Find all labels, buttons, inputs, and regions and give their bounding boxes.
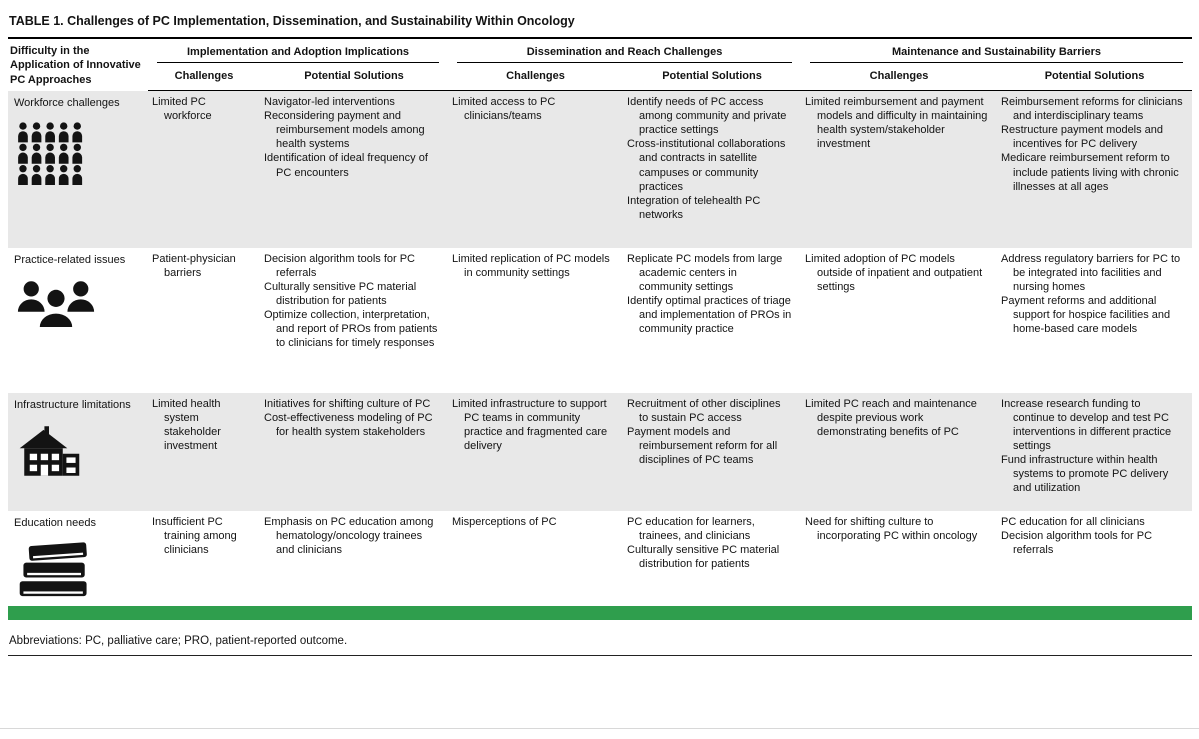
impl-solutions-cell (260, 511, 448, 606)
group-header-dissemination-label: Dissemination and Reach Challenges (457, 45, 792, 63)
table-title: Challenges of PC Implementation, Dissemination, and Sustainability Within Oncology (67, 14, 575, 28)
row-header-cell (8, 91, 148, 248)
diss-challenges-cell (448, 511, 623, 606)
maint-solutions-cell (997, 91, 1192, 248)
cell-paragraph: Need for shifting culture to incorporating PC within oncology (805, 515, 978, 542)
building-icon (12, 418, 139, 478)
cell-paragraph: PC education for learners, trainees, and clinicians (627, 515, 755, 542)
group-header-dissemination (448, 38, 801, 63)
cell-paragraph: Optimize collection, interpretation, and report of PROs from patients to clinicians for timely responses (264, 308, 438, 350)
abbreviations-note: Abbreviations: PC, palliative care; PRO, patient-reported outcome. (8, 633, 1192, 656)
books-stack-icon (12, 536, 139, 600)
cell-paragraph: Limited access to PC clinicians/teams (452, 96, 556, 123)
table-header (8, 38, 1192, 91)
cell-paragraph: Cross-institutional collaborations and contracts in satellite campuses or community practices (627, 138, 786, 193)
cell-paragraph: Integration of telehealth PC networks (627, 194, 761, 221)
impl-solutions-cell (260, 91, 448, 248)
cell-paragraph: Restructure payment models and incentives for PC delivery (1001, 124, 1164, 151)
subheader-impl-challenges: Challenges (148, 63, 260, 91)
cell-paragraph: Identify needs of PC access among community and private practice settings (627, 96, 787, 137)
cell-paragraph: Cost-effectiveness modeling of PC for health system stakeholders (264, 411, 433, 438)
diss-challenges-cell (448, 248, 623, 393)
group-header-maintenance (801, 38, 1192, 63)
cell-paragraph: Decision algorithm tools for PC referrals (264, 252, 416, 279)
maint-solutions-cell (997, 248, 1192, 393)
table-caption (8, 10, 1192, 37)
subheader-impl-solutions: Potential Solutions (260, 63, 448, 91)
subheader-maint-challenges: Challenges (801, 63, 997, 91)
row-header-cell (8, 393, 148, 511)
cell-paragraph: Limited adoption of PC models outside of inpatient and outpatient settings (805, 252, 983, 293)
page-bottom-rule (0, 728, 1199, 729)
cell-paragraph: Identify optimal practices of triage and implementation of PROs in community practice (627, 294, 792, 336)
impl-challenges-cell (148, 248, 260, 393)
diss-solutions-cell (623, 248, 801, 393)
cell-paragraph: Limited PC reach and maintenance despite previous work demonstrating benefits of PC (805, 397, 977, 438)
column-header-difficulty: Difficulty in the Application of Innovative PC Approaches (10, 45, 141, 86)
row-header-cell (8, 511, 148, 606)
impl-challenges-cell (148, 91, 260, 248)
subheader-diss-solutions: Potential Solutions (623, 63, 801, 91)
cell-paragraph: Limited PC workforce (152, 96, 212, 123)
diss-challenges-cell (448, 91, 623, 248)
table-row-practice (8, 248, 1192, 393)
row-header-cell (8, 248, 148, 393)
challenges-table (8, 37, 1192, 606)
meeting-people-icon (12, 273, 139, 333)
group-header-implementation (148, 38, 448, 63)
maint-challenges-cell (801, 511, 997, 606)
maint-solutions-cell (997, 393, 1192, 511)
cell-paragraph: Reconsidering payment and reimbursement models among health systems (264, 110, 425, 151)
table-row-infrastructure (8, 393, 1192, 511)
cell-paragraph: Emphasis on PC education among hematology/oncology trainees and clinicians (264, 515, 434, 556)
diss-challenges-cell (448, 393, 623, 511)
impl-challenges-cell (148, 511, 260, 606)
workforce-people-grid-icon (12, 116, 139, 186)
cell-paragraph: Payment reforms and additional support for hospice facilities and home-based care models (1001, 294, 1171, 336)
group-header-row (8, 38, 1192, 63)
diss-solutions-cell (623, 91, 801, 248)
cell-paragraph: Misperceptions of PC (452, 515, 557, 528)
diss-solutions-cell (623, 393, 801, 511)
cell-paragraph: Fund infrastructure within health systems to promote PC delivery and utilization (1001, 453, 1169, 495)
subheader-diss-challenges: Challenges (448, 63, 623, 91)
maint-challenges-cell (801, 248, 997, 393)
cell-paragraph: Identification of ideal frequency of PC encounters (264, 152, 428, 179)
table-number-label: TABLE 1. (9, 14, 64, 28)
cell-paragraph: Limited replication of PC models in community settings (452, 252, 610, 279)
cell-paragraph: Payment models and reimbursement reform for all disciplines of PC teams (627, 425, 778, 466)
cell-paragraph: Decision algorithm tools for PC referrals (1001, 529, 1153, 556)
cell-paragraph: Culturally sensitive PC material distribution for patients (627, 543, 780, 570)
impl-solutions-cell (260, 393, 448, 511)
table-row-education (8, 511, 1192, 606)
row-label: Education needs (14, 516, 96, 529)
cell-paragraph: PC education for all clinicians (1001, 515, 1145, 528)
row-label: Infrastructure limitations (14, 398, 131, 411)
cell-paragraph: Limited reimbursement and payment models and difficulty in maintaining health system/stakeholder investment (805, 96, 988, 151)
table-footer-green-bar (8, 606, 1192, 620)
cell-paragraph: Culturally sensitive PC material distribution for patients (264, 280, 417, 307)
cell-paragraph: Navigator-led interventions (264, 96, 395, 109)
maint-solutions-cell (997, 511, 1192, 606)
row-label: Workforce challenges (14, 96, 120, 109)
impl-solutions-cell (260, 248, 448, 393)
cell-paragraph: Replicate PC models from large academic centers in community settings (627, 252, 783, 293)
cell-paragraph: Limited infrastructure to support PC teams in community practice and fragmented care delivery (452, 397, 608, 452)
group-header-maintenance-label: Maintenance and Sustainability Barriers (810, 45, 1183, 63)
maint-challenges-cell (801, 91, 997, 248)
cell-paragraph: Limited health system stakeholder investment (152, 397, 221, 452)
sub-header-row (8, 63, 1192, 91)
cell-paragraph: Recruitment of other disciplines to sustain PC access (627, 397, 781, 424)
cell-paragraph: Patient-physician barriers (152, 252, 236, 279)
cell-paragraph: Reimbursement reforms for clinicians and interdisciplinary teams (1001, 96, 1183, 123)
cell-paragraph: Initiatives for shifting culture of PC (264, 397, 431, 410)
row-label: Practice-related issues (14, 253, 126, 266)
maint-challenges-cell (801, 393, 997, 511)
group-header-implementation-label: Implementation and Adoption Implications (157, 45, 439, 63)
cell-paragraph: Increase research funding to continue to develop and test PC interventions in different practice settings (1001, 397, 1172, 452)
diss-solutions-cell (623, 511, 801, 606)
cell-paragraph: Address regulatory barriers for PC to be integrated into facilities and nursing homes (1001, 252, 1181, 293)
cell-paragraph: Insufficient PC training among clinicians (152, 515, 237, 556)
table-row-workforce (8, 91, 1192, 248)
impl-challenges-cell (148, 393, 260, 511)
subheader-maint-solutions: Potential Solutions (997, 63, 1192, 91)
cell-paragraph: Medicare reimbursement reform to include patients living with chronic illnesses at all ages (1001, 152, 1179, 193)
table-body (8, 91, 1192, 606)
